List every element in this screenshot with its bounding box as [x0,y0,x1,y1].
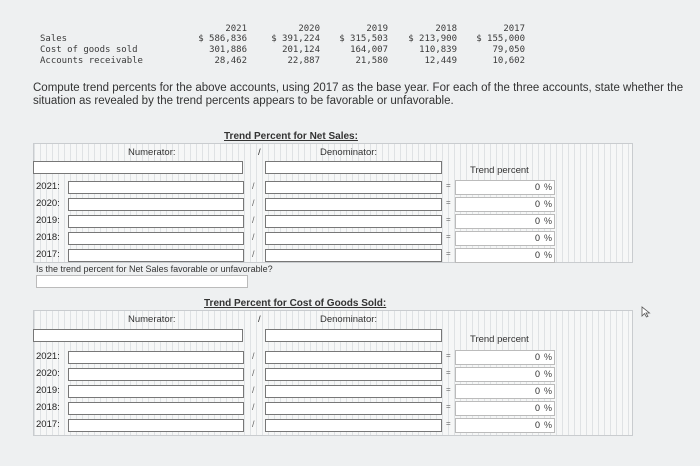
denominator-input[interactable] [265,181,442,194]
table-cell: $ 213,900 [408,34,457,44]
table-cell: 110,839 [419,45,457,55]
year-label: 2020: [36,368,60,379]
year-label: 2021: [36,351,60,362]
numerator-input[interactable] [68,419,244,432]
divider-slash: / [252,181,255,191]
table-cell: 28,462 [214,56,247,66]
trend-percent-field[interactable] [455,197,555,212]
divider-slash: / [252,232,255,242]
trend-percent-value: 0 [534,199,540,209]
numerator-input[interactable] [68,368,244,381]
percent-unit: % [543,199,552,209]
divider-label: / [258,147,261,158]
year-label: 2018: [36,232,60,243]
year-header: 2020 [298,24,320,34]
denominator-input-blank[interactable] [265,161,442,174]
numerator-input[interactable] [68,198,244,211]
denominator-input[interactable] [265,368,442,381]
percent-unit: % [543,182,552,192]
denominator-input[interactable] [265,351,442,364]
trend-percent-field[interactable] [455,214,555,229]
numerator-label: Numerator: [128,147,176,158]
denominator-input[interactable] [265,249,442,262]
table-cell: $ 391,224 [271,34,320,44]
divider-slash: / [252,385,255,395]
year-label: 2019: [36,385,60,396]
sales-favorable-select[interactable] [36,275,248,288]
equals-sign: = [446,215,451,224]
trend-percent-field[interactable] [455,231,555,246]
instructions: Compute trend percents for the above accounts, using 2017 as the base year. For each of the three accounts, state whether the situation as revealed by the trend percents appears to be favorable or unfavorable. [33,82,684,107]
numerator-input[interactable] [68,351,244,364]
table-cell: 21,580 [355,56,388,66]
denominator-input[interactable] [265,198,442,211]
percent-unit: % [543,386,552,396]
trend-percent-value: 0 [534,182,540,192]
divider-slash: / [252,419,255,429]
trend-percent-field[interactable] [455,418,555,433]
denominator-label: Denominator: [320,314,378,325]
cogs-panel-title: Trend Percent for Cost of Goods Sold: [204,298,387,309]
trend-percent-value: 0 [534,420,540,430]
trend-percent-field[interactable] [455,367,555,382]
sales-favorable-question: Is the trend percent for Net Sales favorable or unfavorable? [36,264,273,274]
denominator-input[interactable] [265,402,442,415]
divider-slash: / [252,198,255,208]
table-cell: $ 315,503 [339,34,388,44]
equals-sign: = [446,198,451,207]
year-header: 2017 [503,24,525,34]
equals-sign: = [446,402,451,411]
table-cell: $ 155,000 [476,34,525,44]
table-cell: 12,449 [424,56,457,66]
numerator-input-blank[interactable] [33,161,243,174]
sales-panel-title: Trend Percent for Net Sales: [224,131,358,142]
equals-sign: = [446,232,451,241]
year-label: 2018: [36,402,60,413]
denominator-input-blank[interactable] [265,329,442,342]
numerator-input[interactable] [68,385,244,398]
trend-percent-value: 0 [534,233,540,243]
equals-sign: = [446,385,451,394]
cursor-icon [641,306,651,318]
year-label: 2019: [36,215,60,226]
year-label: 2021: [36,181,60,192]
row-label-sales: Sales [40,34,68,44]
divider-slash: / [252,368,255,378]
denominator-input[interactable] [265,419,442,432]
divider-slash: / [252,249,255,259]
numerator-input[interactable] [68,249,244,262]
financial-data-table [0,0,700,75]
numerator-input[interactable] [68,215,244,228]
divider-label: / [258,314,261,325]
equals-sign: = [446,368,451,377]
table-cell: $ 586,836 [198,34,247,44]
divider-slash: / [252,351,255,361]
trend-percent-field[interactable] [455,180,555,195]
trend-percent-header: Trend percent [470,165,529,176]
year-header: 2021 [225,24,247,34]
equals-sign: = [446,351,451,360]
table-cell: 164,007 [350,45,388,55]
numerator-input[interactable] [68,181,244,194]
divider-slash: / [252,215,255,225]
trend-percent-value: 0 [534,352,540,362]
denominator-label: Denominator: [320,147,378,158]
numerator-input[interactable] [68,402,244,415]
trend-percent-field[interactable] [455,248,555,263]
trend-percent-field[interactable] [455,401,555,416]
equals-sign: = [446,419,451,428]
year-header: 2019 [366,24,388,34]
trend-percent-value: 0 [534,403,540,413]
table-cell: 10,602 [492,56,525,66]
percent-unit: % [543,250,552,260]
year-label: 2017: [36,419,60,430]
table-cell: 79,050 [492,45,525,55]
percent-unit: % [543,369,552,379]
denominator-input[interactable] [265,215,442,228]
trend-percent-field[interactable] [455,384,555,399]
year-label: 2020: [36,198,60,209]
table-cell: 301,886 [209,45,247,55]
denominator-input[interactable] [265,232,442,245]
table-cell: 22,887 [287,56,320,66]
equals-sign: = [446,181,451,190]
percent-unit: % [543,420,552,430]
row-label-ar: Accounts receivable [40,56,143,66]
trend-percent-header: Trend percent [470,334,529,345]
numerator-input-blank[interactable] [33,329,243,342]
percent-unit: % [543,352,552,362]
table-cell: 201,124 [282,45,320,55]
year-label: 2017: [36,249,60,260]
equals-sign: = [446,249,451,258]
trend-percent-value: 0 [534,369,540,379]
denominator-input[interactable] [265,385,442,398]
trend-percent-value: 0 [534,216,540,226]
percent-unit: % [543,216,552,226]
percent-unit: % [543,233,552,243]
trend-percent-value: 0 [534,250,540,260]
trend-percent-value: 0 [534,386,540,396]
percent-unit: % [543,403,552,413]
divider-slash: / [252,402,255,412]
row-label-cogs: Cost of goods sold [40,45,138,55]
numerator-input[interactable] [68,232,244,245]
numerator-label: Numerator: [128,314,176,325]
year-header: 2018 [435,24,457,34]
trend-percent-field[interactable] [455,350,555,365]
